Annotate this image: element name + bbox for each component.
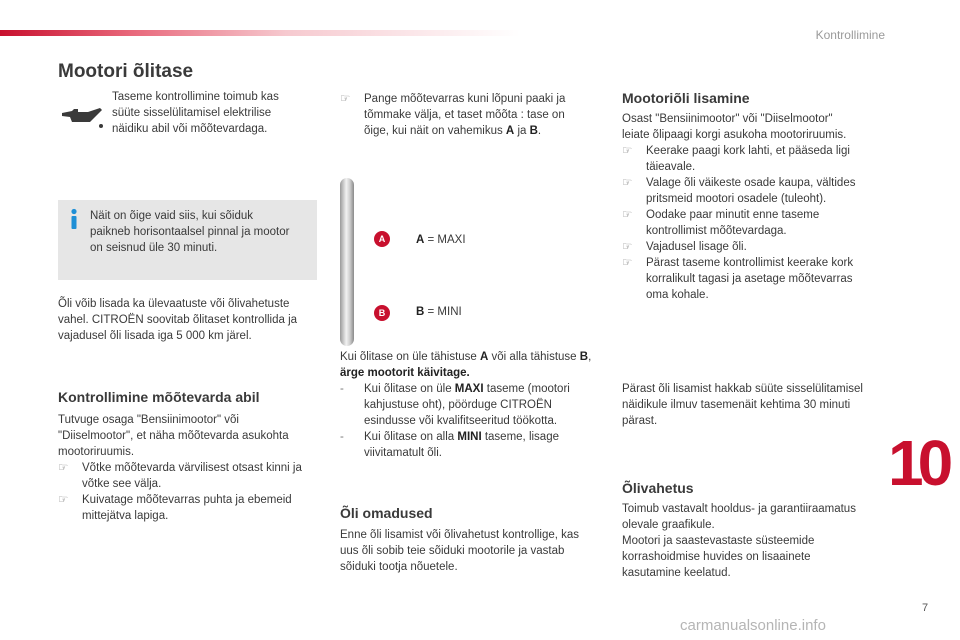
bullet-icon: ☞ xyxy=(622,145,633,157)
list-item: ☞ Keerake paagi kork lahti, et pääseda ligi täieavale. xyxy=(622,145,850,173)
list-item: ☞ Vajadusel lisage õli. xyxy=(622,241,747,253)
mini-label: B = MINI xyxy=(416,306,462,318)
mark-a-badge: A xyxy=(374,231,390,247)
info-box xyxy=(58,200,317,280)
list-item: ☞ Valage õli väikeste osade kaupa, vältides pritsmeid mootori osadele (tuleoht). xyxy=(622,177,856,205)
oil-properties-heading: Õli omadused xyxy=(340,505,433,521)
page-number: 7 xyxy=(922,602,929,614)
bullet-icon: ☞ xyxy=(58,494,69,506)
chapter-number: 10 xyxy=(888,427,948,499)
oil-can-icon xyxy=(60,104,104,130)
oil-change-text: Toimub vastavalt hooldus- ja garantiiraamatus olevale graafikule. Mootori ja saastevastaste süsteemide korrashoidmise huvides on lisaainete kasutamine keelatud. xyxy=(622,503,856,579)
mark-b-badge: B xyxy=(374,305,390,321)
level-warning: Kui õlitase on üle tähistuse A või alla tähistuse B, ärge mootorit käivitage. - Kui õlitase on üle MAXI taseme (mootori kahjustuse oht), pöörduge CITROËN esindusse või kvalifitseeritud töökotta. - Kui õlitase on alla MINI taseme, lisage viivitamatult õli. xyxy=(340,349,610,461)
info-text: Näit on õige vaid siis, kui sõiduk paikneb horisontaalsel pinnal ja mootor on seisnud üle 30 minuti. xyxy=(90,210,290,254)
oil-change-heading: Õlivahetus xyxy=(622,480,694,496)
add-oil-section: Osast "Bensiinimootor" või "Diiselmootor" leiate õlipaagi korgi asukoha mootoriruumis. ☞ Keerake paagi kork lahti, et pääseda ligi täieavale. ☞ Valage õli väikeste osade kaupa, vältides pritsmeid mootori osadele (tuleoht). ☞ Oodake paar minutit enne taseme kontrollimist mõõtevardaga. ☞ Vajadusel lisage õli. ☞ Pärast taseme kontrollimist keerake kork korralikult tagasi ja asetage mõõtevarras oma kohale. xyxy=(622,111,887,303)
list-item: ☞ Pange mõõtevarras kuni lõpuni paaki ja tõmmake välja, et taset mõõta : tase on õige, kui näit on vahemikus A ja B. xyxy=(340,93,566,137)
watermark: carmanualsonline.info xyxy=(680,617,826,634)
dipstick-steps xyxy=(58,460,320,524)
dipstick-heading: Kontrollimine mõõtevarda abil xyxy=(58,389,260,405)
oil-properties-text: Enne õli lisamist või õlivahetust kontrollige, kas uus õli sobib teie sõiduki mootorile ja vastab sõiduki tootja nõuetele. xyxy=(340,529,580,573)
add-oil-heading: Mootoriõli lisamine xyxy=(622,90,750,106)
top-up-paragraph: Õli võib lisada ka ülevaatuste või õlivahetuste vahel. CITROËN soovitab õlitaset kontrollida ja vajadusel õli lisada iga 5 000 km järel. xyxy=(58,298,298,342)
after-add-note: Pärast õli lisamist hakkab süüte sisselülitamisel näidikule ilmuv tasemenäit kehtima 30 minuti pärast. xyxy=(622,383,863,427)
dipstick-intro: Tutvuge osaga "Bensiinimootor" või "Diiselmootor", et näha mõõtevarda asukohta mootoriruumis. xyxy=(58,414,289,458)
intro-text: Taseme kontrollimine toimub kas süüte sisselülitamisel elektrilise näidiku abil või mõõtevardaga. xyxy=(112,91,279,135)
list-item: ☞ Pärast taseme kontrollimist keerake kork korralikult tagasi ja asetage mõõtevarras oma kohale. xyxy=(622,257,854,301)
chapter-title: Kontrollimine xyxy=(815,28,885,42)
bullet-icon: ☞ xyxy=(340,93,351,105)
bullet-icon: ☞ xyxy=(58,462,69,474)
header-accent-bar xyxy=(0,30,520,36)
bullet-icon: ☞ xyxy=(622,177,633,189)
page-title: Mootori õlitase xyxy=(58,61,194,82)
info-icon xyxy=(66,208,80,230)
dipstick-illustration xyxy=(340,178,354,346)
bullet-icon: ☞ xyxy=(622,257,633,269)
bullet-icon: ☞ xyxy=(622,241,633,253)
list-item: - Kui õlitase on üle MAXI taseme (mootori kahjustuse oht), pöörduge CITROËN esindusse või kvalifitseeritud töökotta. xyxy=(340,383,570,427)
list-item: ☞ Kuivatage mõõtevarras puhta ja ebemeid mittejätva lapiga. xyxy=(58,494,292,522)
list-item: - Kui õlitase on alla MINI taseme, lisage viivitamatult õli. xyxy=(340,431,559,459)
measure-step xyxy=(340,91,605,139)
list-item: ☞ Oodake paar minutit enne taseme kontrollimist mõõtevardaga. xyxy=(622,209,820,237)
list-item: ☞ Võtke mõõtevarda värvilisest otsast kinni ja võtke see välja. xyxy=(58,462,302,490)
bullet-icon: ☞ xyxy=(622,209,633,221)
maxi-label: A = MAXI xyxy=(416,234,466,246)
